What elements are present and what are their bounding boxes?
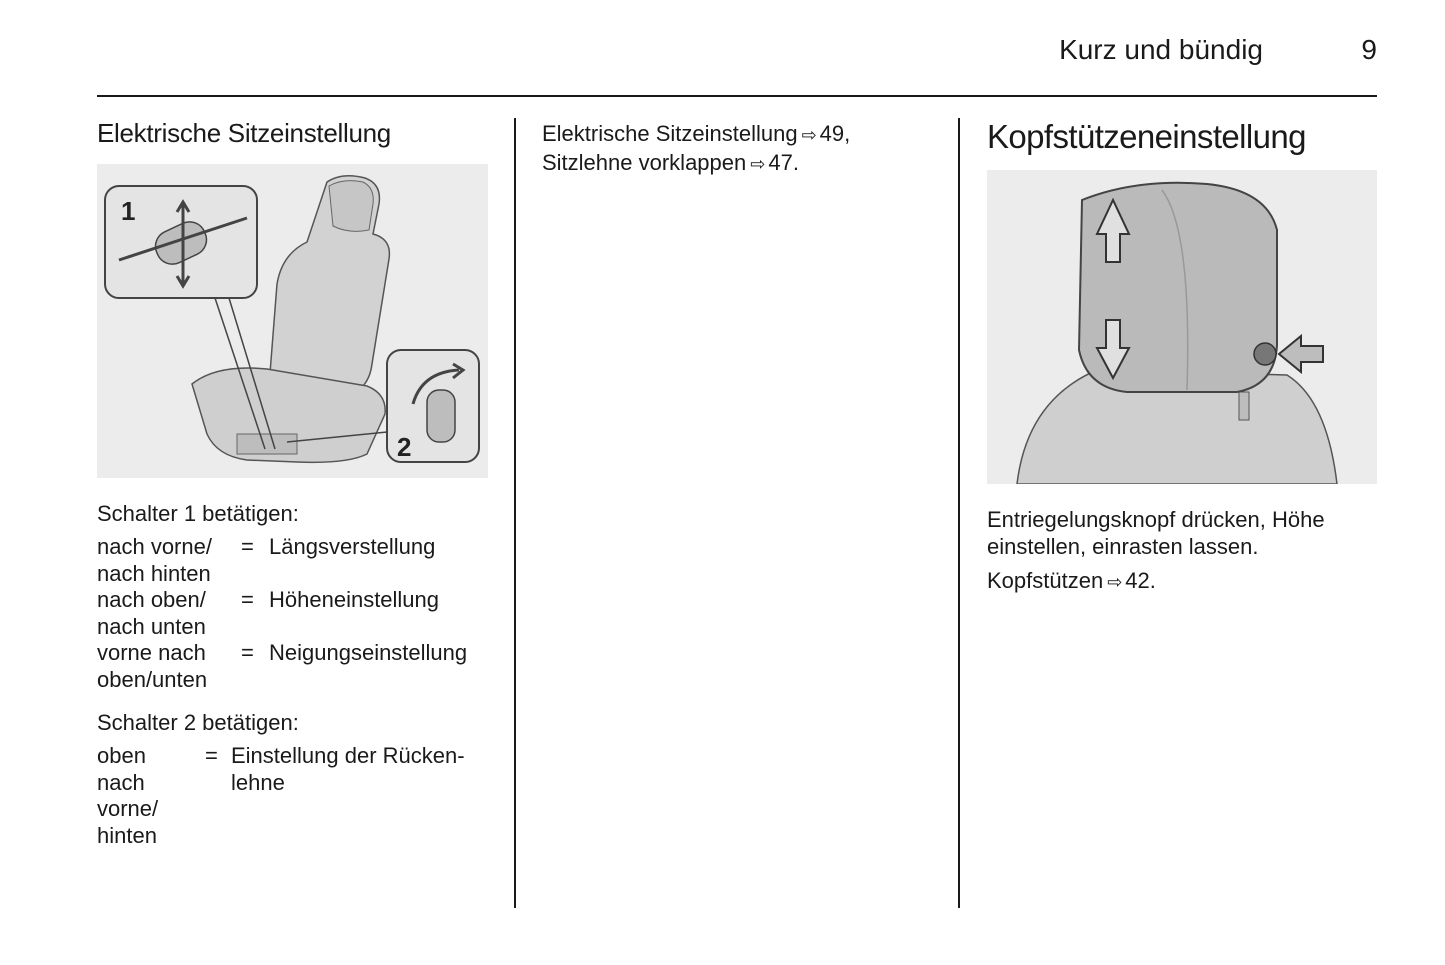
headrest-instruction: Entriegelungsknopf drücken, Höhe einstellen, einrasten lassen. — [987, 507, 1325, 559]
header-rule — [97, 95, 1377, 97]
page-number: 9 — [1361, 34, 1377, 65]
switch1-row — [97, 587, 467, 640]
headrest-text — [987, 506, 1377, 596]
reference-line — [987, 567, 1377, 596]
reference-page[interactable]: 47. — [768, 150, 799, 175]
switch2-row — [97, 743, 486, 849]
switch2-table — [97, 743, 486, 849]
seat-illustration — [97, 164, 488, 478]
term: nach oben/ nach unten — [97, 587, 206, 639]
reference-page[interactable]: 49, — [819, 121, 851, 146]
reference-text: Kopfstützen — [987, 568, 1104, 593]
switch1-row — [97, 640, 467, 693]
term: nach vorne/ nach hinten — [97, 534, 212, 586]
headrest-illustration — [987, 170, 1377, 484]
switch1-intro: Schalter 1 betätigen: — [97, 501, 299, 526]
definition: Längsverstellung — [269, 534, 436, 559]
reference-line — [542, 149, 942, 178]
arrow-right-outline-icon: ⇨ — [1107, 572, 1123, 592]
header-title: Kurz und bündig — [1059, 34, 1263, 65]
switch-instructions — [97, 500, 492, 849]
reference-page[interactable]: 42. — [1125, 568, 1156, 593]
switch2-intro: Schalter 2 betätigen: — [97, 710, 299, 735]
reference-text: Sitzlehne vorklappen — [542, 150, 747, 175]
section-heading-headrest: Kopfstützeneinstellung — [987, 118, 1306, 155]
middle-references — [542, 120, 942, 178]
arrow-right-outline-icon: ⇨ — [750, 154, 766, 174]
column-divider-2 — [958, 118, 960, 908]
definition: Einstellung der Rücken-lehne — [231, 743, 465, 795]
figure-label-2: 2 — [397, 432, 412, 462]
equals: = — [241, 587, 254, 612]
figure-label-1: 1 — [121, 196, 136, 226]
equals: = — [241, 640, 254, 665]
reference-text: Elektrische Sitzeinstellung — [542, 121, 798, 146]
column-divider-1 — [514, 118, 516, 908]
term: oben nach vorne/ hinten — [97, 743, 159, 848]
definition: Höheneinstellung — [269, 587, 440, 612]
reference-line — [542, 120, 942, 149]
arrow-right-outline-icon: ⇨ — [801, 125, 817, 145]
headrest-figure — [987, 170, 1377, 484]
switch1-row — [97, 534, 467, 587]
equals: = — [205, 743, 218, 768]
equals: = — [241, 534, 254, 559]
seat-adjustment-figure — [97, 164, 488, 478]
switch1-table — [97, 534, 467, 693]
term: vorne nach oben/unten — [97, 640, 208, 692]
section-heading-seat: Elektrische Sitzeinstellung — [97, 118, 391, 148]
definition: Neigungseinstellung — [269, 640, 468, 665]
